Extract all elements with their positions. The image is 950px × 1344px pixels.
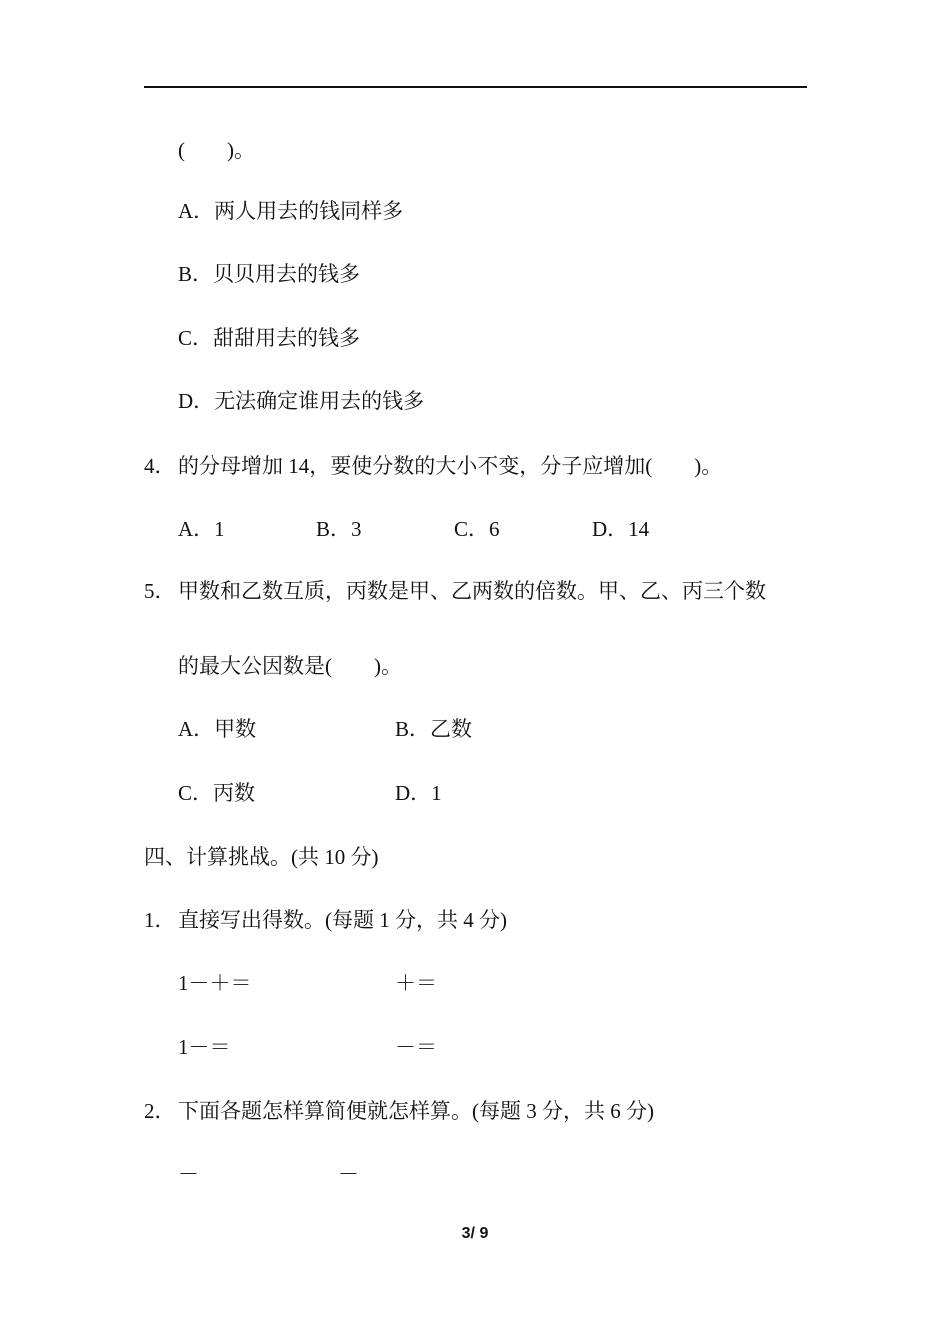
s4-q1-item-1: 1－＋＝ bbox=[178, 971, 252, 995]
q3-option-d: D．无法确定谁用去的钱多 bbox=[178, 389, 425, 413]
s4-q2-number: 2． bbox=[144, 1099, 176, 1123]
q3-option-a: A．两人用去的钱同样多 bbox=[178, 199, 404, 223]
s4-q2-text: 下面各题怎样算简便就怎样算。(每题 3 分，共 6 分) bbox=[178, 1099, 654, 1123]
q5-text-line2: 的最大公因数是( )。 bbox=[178, 654, 402, 678]
s4-q1-number: 1． bbox=[144, 908, 176, 932]
q3-tail: ( )。 bbox=[178, 138, 255, 162]
header-rule bbox=[144, 86, 807, 88]
page-number: 3/ 9 bbox=[461, 1225, 489, 1242]
q3-option-b: B．贝贝用去的钱多 bbox=[178, 262, 361, 286]
q4-stem bbox=[144, 453, 722, 479]
q4-option-c: C．6 bbox=[454, 517, 500, 541]
q4-option-d: D．14 bbox=[592, 517, 650, 541]
q4-number: 4． bbox=[144, 454, 176, 478]
s4-q1-text: 直接写出得数。(每题 1 分，共 4 分) bbox=[178, 908, 507, 932]
q4-option-a: A．1 bbox=[178, 517, 225, 541]
q5-option-c: C．丙数 bbox=[178, 781, 256, 805]
s4-q2-item-1: － bbox=[178, 1162, 199, 1186]
q4-text: 的分母增加 14，要使分数的大小不变，分子应增加( )。 bbox=[178, 454, 723, 478]
q5-option-a: A．甲数 bbox=[178, 717, 257, 741]
q3-option-c: C．甜甜用去的钱多 bbox=[178, 326, 361, 350]
q4-option-b: B．3 bbox=[316, 517, 362, 541]
s4-q2-stem bbox=[144, 1098, 654, 1124]
s4-q1-item-3: 1－＝ bbox=[178, 1035, 231, 1059]
q5-option-b: B．乙数 bbox=[395, 717, 473, 741]
q5-text-line1: 甲数和乙数互质，丙数是甲、乙两数的倍数。甲、乙、丙三个数 bbox=[178, 579, 766, 603]
s4-q1-stem bbox=[144, 907, 507, 933]
section-title: 四、计算挑战。(共 10 分) bbox=[144, 845, 379, 869]
s4-q1-item-4: －＝ bbox=[395, 1035, 437, 1059]
q5-stem bbox=[144, 578, 766, 604]
q5-number: 5． bbox=[144, 579, 176, 603]
s4-q2-item-2: － bbox=[338, 1162, 359, 1186]
s4-q1-item-2: ＋＝ bbox=[395, 971, 437, 995]
q5-option-d: D．1 bbox=[395, 781, 442, 805]
